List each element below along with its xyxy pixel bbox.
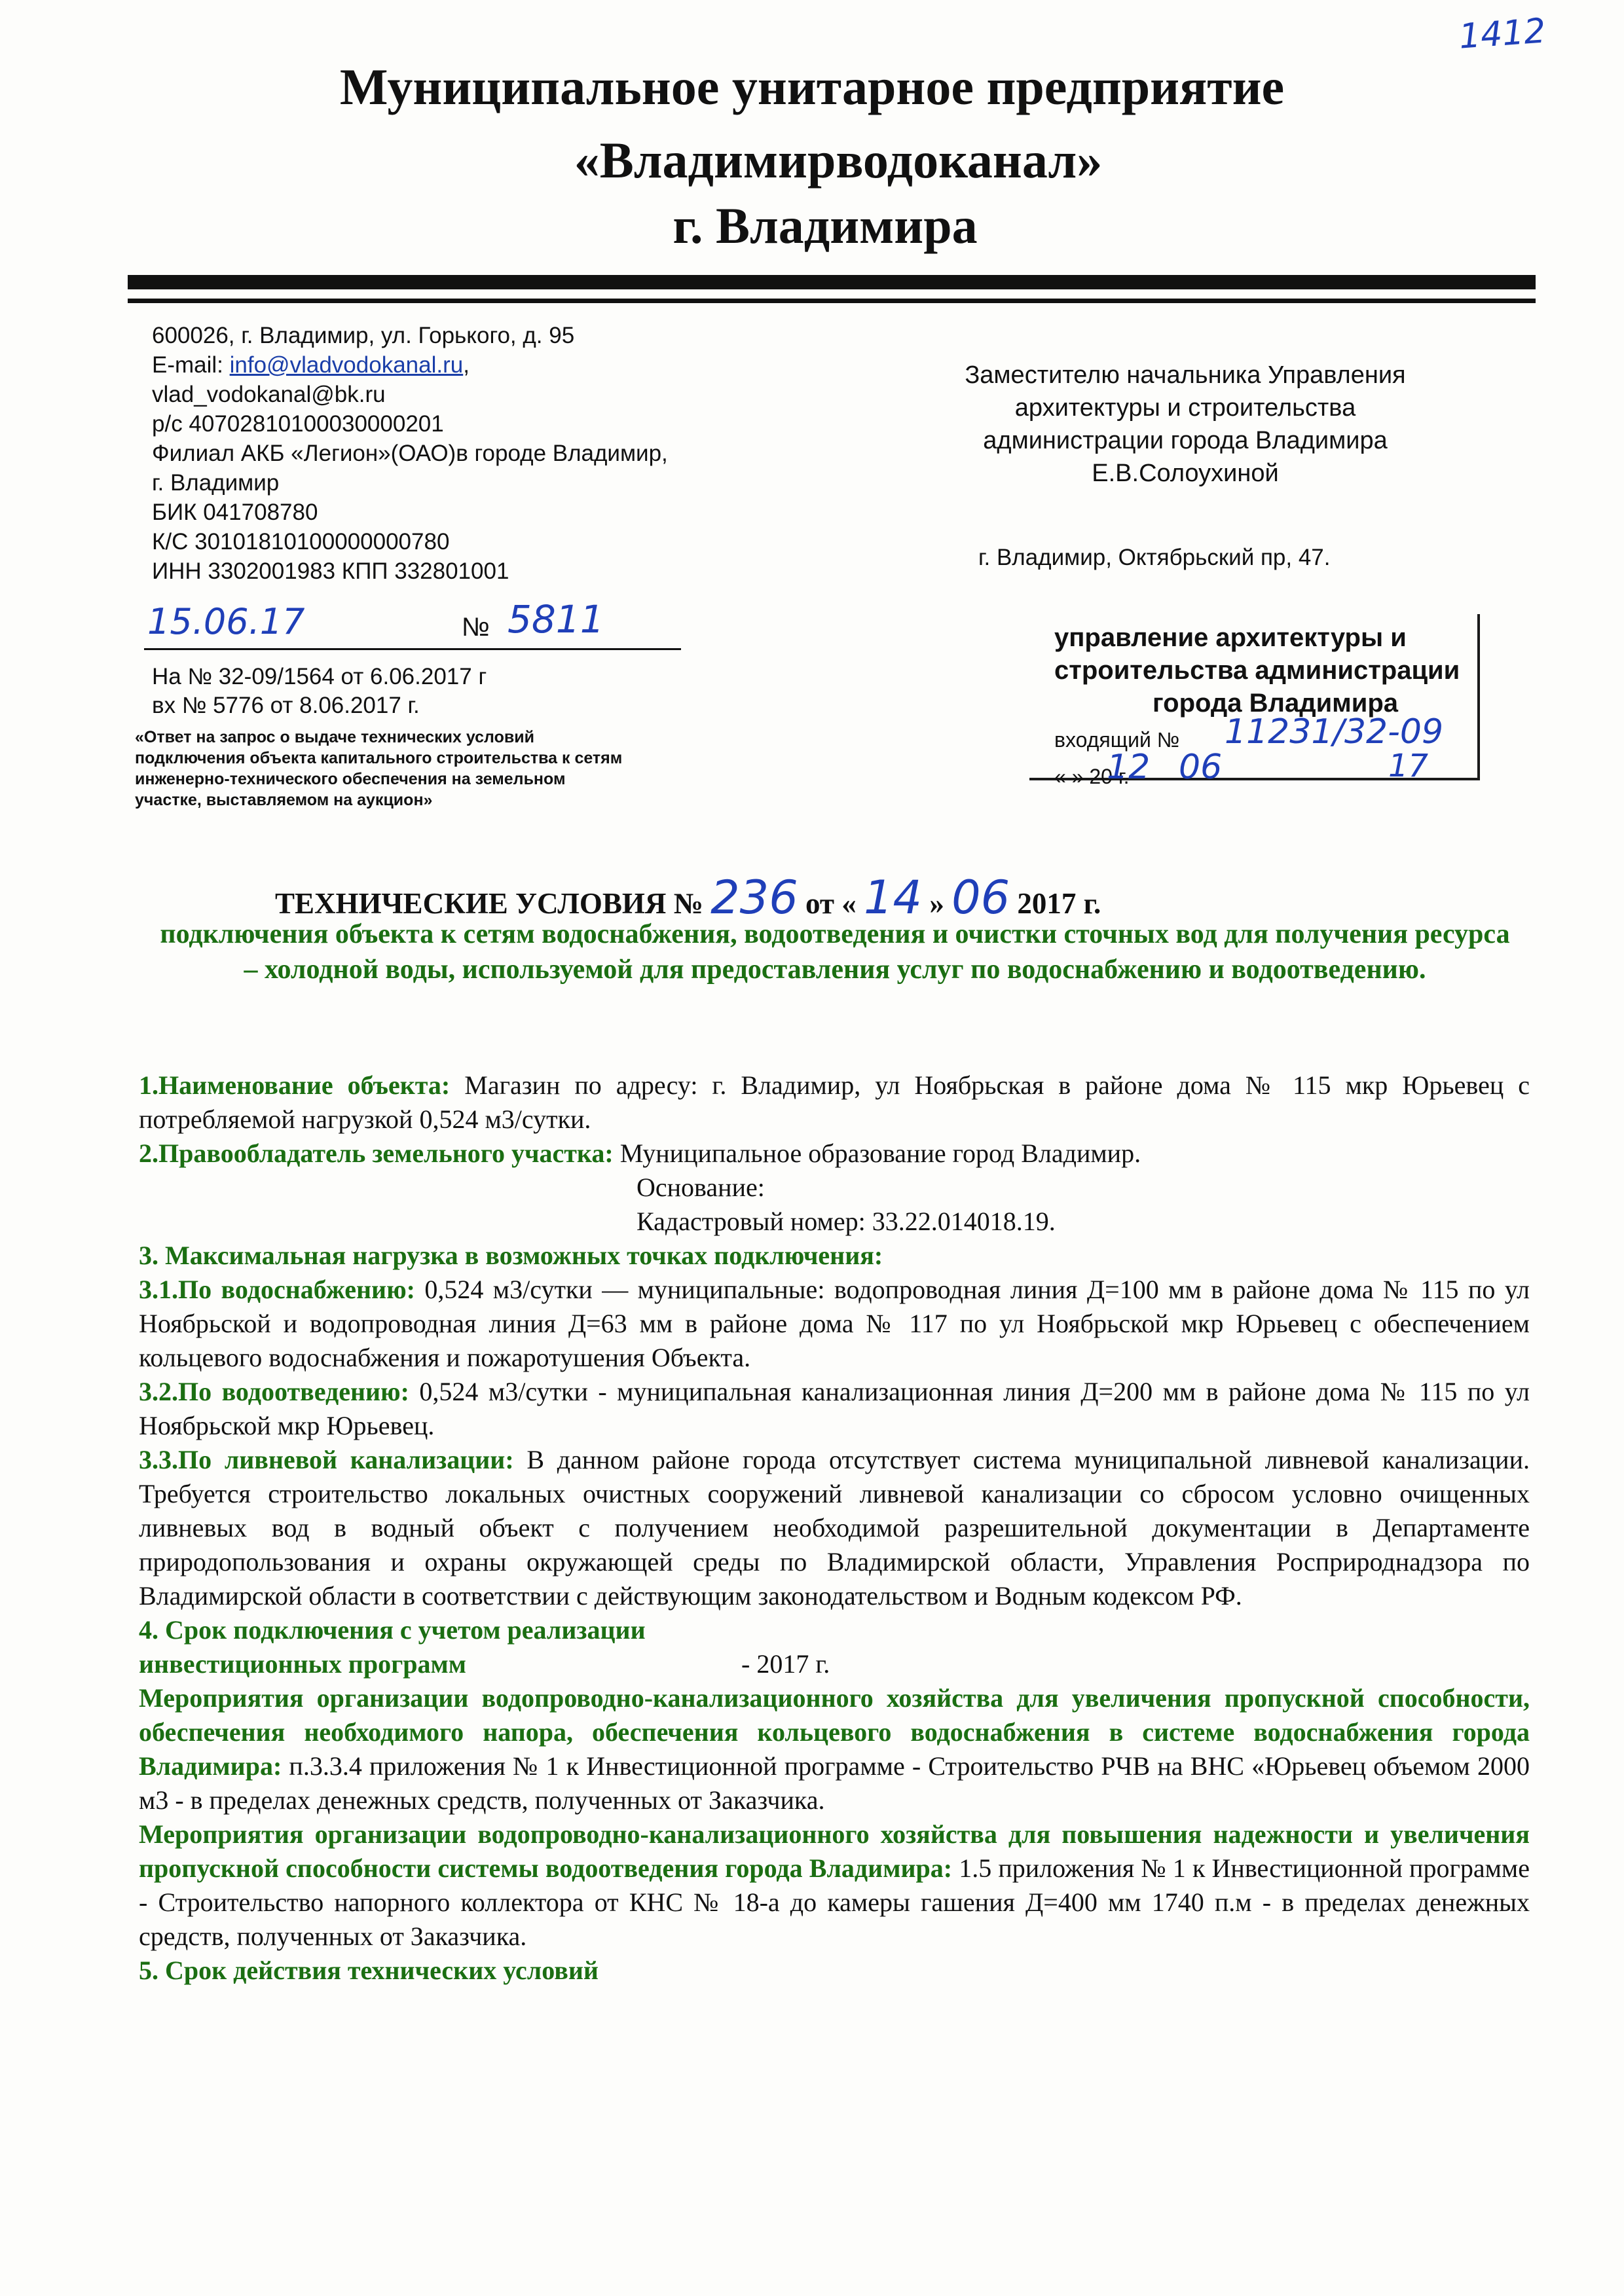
title-day-handwritten: 14 [864,871,923,924]
header-organization-name: «Владимирводоканал» [574,132,1103,189]
section-2-label: 2.Правообладатель земельного участка: [139,1139,614,1168]
sender-email-line [152,350,668,380]
stamp-line-2: строительства администрации [1054,656,1460,685]
section-4-label-1: 4. Срок подключения с учетом реализации [139,1615,646,1645]
recipient-line-1: Заместителю начальника Управления [965,361,1406,389]
email-label: E-mail: [152,352,230,378]
section-2-basis: Основание: [637,1173,765,1202]
section-3-2-label: 3.2.По водоотведению: [139,1377,409,1406]
sender-ks: К/С 30101810100000000780 [152,529,450,555]
section-1-label: 1.Наименование объекта: [139,1070,451,1100]
sender-bank: Филиал АКБ «Легион»(ОАО)в городе Владимир, [152,441,668,466]
sender-details [152,321,668,586]
stamp-incoming-label: входящий № [1054,728,1180,752]
reference-block [152,663,487,720]
title-prefix: ТЕХНИЧЕСКИЕ УСЛОВИЯ № [275,887,703,920]
section-2-text: Муниципальное образование город Владимир. [613,1139,1141,1168]
section-1 [139,1068,1530,1137]
section-2 [139,1137,1530,1171]
section-3-3-label: 3.3.По ливневой канализации: [139,1445,514,1474]
corner-handwritten-number: 1412 [1457,11,1547,57]
measures-2-label: Мероприятия организации водопроводно-канализационного хозяйства для повышения надежности и увеличения пропускной способности системы водоотведения города Владимира: [139,1819,1530,1883]
recipient-name: Е.В.Солоухиной [1092,460,1279,487]
section-5-label: 5. Срок действия технических условий [139,1956,599,1985]
title-year: 2017 г. [1017,887,1101,920]
title-month-handwritten: 06 [951,871,1010,924]
header-thick-rule [128,275,1536,289]
stamp-date-template: « » 20 г. [1054,765,1130,788]
sender-address: 600026, г. Владимир, ул. Горького, д. 95 [152,323,575,348]
sender-account: р/с 40702810100030000201 [152,411,444,437]
section-4-line-2 [139,1647,1530,1681]
header-city: г. Владимира [673,197,978,254]
sender-bank-city: г. Владимир [152,470,280,496]
stamp-day-handwritten: 12 [1107,748,1151,787]
document-subtitle: подключения объекта к сетям водоснабжения, водоотведения и очистки сточных вод для получения ресурса – холодной воды, используемой для предоставления услуг по водоснабжению и водоотведению. [160,919,1510,985]
section-4-label-2: инвестиционных программ [139,1649,466,1679]
measures-2-text: 1.5 приложения № 1 к Инвестиционной программе - Строительство напорного коллектора от КНС № 18-а до камеры гашения Д=400 мм 1740 п.м - в пределах денежных средств, полученных от Заказчика. [139,1853,1530,1951]
outgoing-number-sign: № [462,613,490,642]
section-3-3-text: В данном районе города отсутствует система муниципальной ливневой канализации. Требуется строительство локальных очистных сооружений ливневой канализации со сбросом условно очищенных ливневых вод в водный объект с получением необходимой разрешительной документации в Департаменте природопользования и охраны окружающей среды по Владимирской области, Управления Росприроднадзора по Владимирской области в соответствии с действующим законодательством и Водным кодексом РФ. [139,1445,1530,1611]
outgoing-date-handwritten: 15.06.17 [147,601,305,642]
sender-bik: БИК 041708780 [152,500,318,525]
recipient-line-2: архитектуры и строительства [1014,394,1356,422]
reference-request: На № 32-09/1564 от 6.06.2017 г [152,664,487,689]
section-1-text: Магазин по адресу: г. Владимир, ул Ноябрьская в районе дома № 115 мкр Юрьевец с потребляемой нагрузкой 0,524 м3/сутки. [139,1070,1530,1134]
measures-1-text: п.3.3.4 приложения № 1 к Инвестиционной программе - Строительство РЧВ на ВНС «Юрьевец объемом 2000 м3 - в пределах денежных средств, полученных от Заказчика. [139,1751,1530,1815]
stamp-year-handwritten: 17 [1388,748,1429,784]
section-3-1-label: 3.1.По водоснабжению: [139,1275,415,1304]
section-3-1 [139,1273,1530,1375]
measures-2 [139,1817,1530,1954]
sender-email-2: vlad_vodokanal@bk.ru [152,382,386,407]
recipient-block [891,359,1480,490]
title-mid: » [929,887,944,920]
section-3-1-text: 0,524 м3/сутки — муниципальные: водопроводная линия Д=100 мм в районе дома № 115 по ул Ноябрьской и водопроводная линия Д=63 мм в районе дома № 117 по ул Ноябрьской мкр Юрьевец с обеспечением кольцевого водоснабжения и пожаротушения Объекта. [139,1275,1530,1372]
section-3-2-text: 0,524 м3/сутки - муниципальная канализационная линия Д=200 мм в районе дома № 115 по ул Ноябрьской мкр Юрьевец. [139,1377,1530,1440]
section-3-2 [139,1375,1530,1443]
title-from: от « [805,887,857,920]
stamp-number-handwritten: 11231/32-09 [1225,712,1444,752]
measures-1 [139,1681,1530,1817]
sender-inn-kpp: ИНН 3302001983 КПП 332801001 [152,558,509,584]
header-organization-type: Муниципальное унитарное предприятие [339,58,1285,115]
section-4-value: - 2017 г. [741,1649,830,1679]
email-link-info[interactable]: info@vladvodokanal.ru [229,352,464,378]
outgoing-number-handwritten: 5811 [507,597,604,642]
section-2-cadastre: Кадастровый номер: 33.22.014018.19. [637,1207,1056,1236]
measures-1-label: Мероприятия организации водопроводно-канализационного хозяйства для увеличения пропускной способности, обеспечения необходимого напора, обеспечения кольцевого водоснабжения в системе водоснабжения города Владимира: [139,1683,1530,1781]
title-number-handwritten: 236 [710,871,798,924]
document-body [139,1068,1530,1988]
header-thin-rule [128,299,1536,303]
subject-note: «Ответ на запрос о выдаче технических условий подключения объекта капитального строительства к сетям инженерно-технического обеспечения на земельном участке, выставляемом на аукцион» [135,728,623,809]
section-3-label: 3. Максимальная нагрузка в возможных точках подключения: [139,1241,883,1270]
section-3-3 [139,1443,1530,1613]
stamp-line-3: города Владимира [1153,689,1399,718]
stamp-month-handwritten: 06 [1179,748,1223,787]
stamp-line-1: управление архитектуры и [1054,623,1407,652]
recipient-address: г. Владимир, Октябрьский пр, 47. [978,545,1331,570]
email-separator: , [463,352,470,378]
recipient-line-3: администрации города Владимира [983,427,1388,454]
reference-incoming: вх № 5776 от 8.06.2017 г. [152,693,420,718]
